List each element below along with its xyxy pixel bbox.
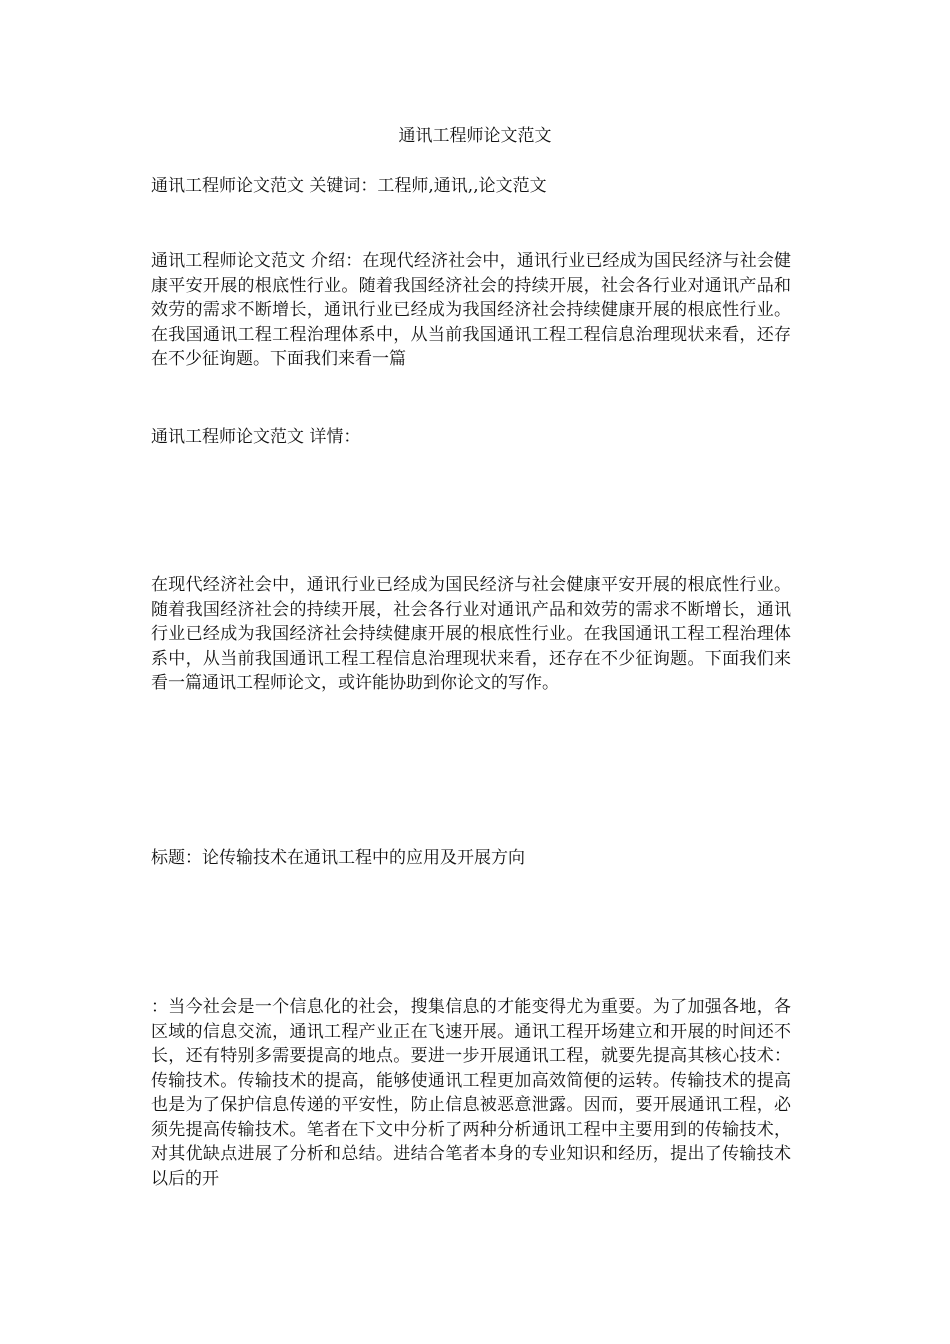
intro-paragraph: 通讯工程师论文范文 介绍：在现代经济社会中，通讯行业已经成为国民经济与社会健康平安开展的根底性行业。随着我国经济社会的持续开展，社会各行业对通讯产品和效劳的需求不断增长，通讯行业已经成为我国经济社会持续健康开展的根底性行业。在我国通讯工程工程治理体系中，从当前我国通讯工程工程信息治理现状来看，还存在不少征询题。下面我们来看一篇	[151, 251, 791, 369]
keywords-line: 通讯工程师论文范文 关键词：工程师,通讯,,论文范文	[151, 176, 547, 196]
detail-label: 通讯工程师论文范文 详情：	[151, 427, 361, 447]
body-paragraph-1: 在现代经济社会中，通讯行业已经成为国民经济与社会健康平安开展的根底性行业。随着我国经济社会的持续开展，社会各行业对通讯产品和效劳的需求不断增长，通讯行业已经成为我国经济社会持续健康开展的根底性行业。在我国通讯工程工程治理体系中，从当前我国通讯工程工程信息治理现状来看，还存在不少征询题。下面我们来看一篇通讯工程师论文，或许能协助到你论文的写作。	[151, 575, 791, 693]
body-paragraph-2: ：当今社会是一个信息化的社会，搜集信息的才能变得尤为重要。为了加强各地，各区域的信息交流，通讯工程产业正在飞速开展。通讯工程开场建立和开展的时间还不长，还有特别多需要提高的地点。要进一步开展通讯工程，就要先提高其核心技术：传输技术。传输技术的提高，能够使通讯工程更加高效简便的运转。传输技术的提高也是为了保护信息传递的平安性，防止信息被恶意泄露。因而，要开展通讯工程，必须先提高传输技术。笔者在下文中分析了两种分析通讯工程中主要用到的传输技术，对其优缺点进展了分析和总结。进结合笔者本身的专业知识和经历，提出了传输技术以后的开	[151, 997, 791, 1189]
article-heading: 标题：论传输技术在通讯工程中的应用及开展方向	[151, 848, 525, 868]
document-title: 通讯工程师论文范文	[398, 126, 552, 146]
